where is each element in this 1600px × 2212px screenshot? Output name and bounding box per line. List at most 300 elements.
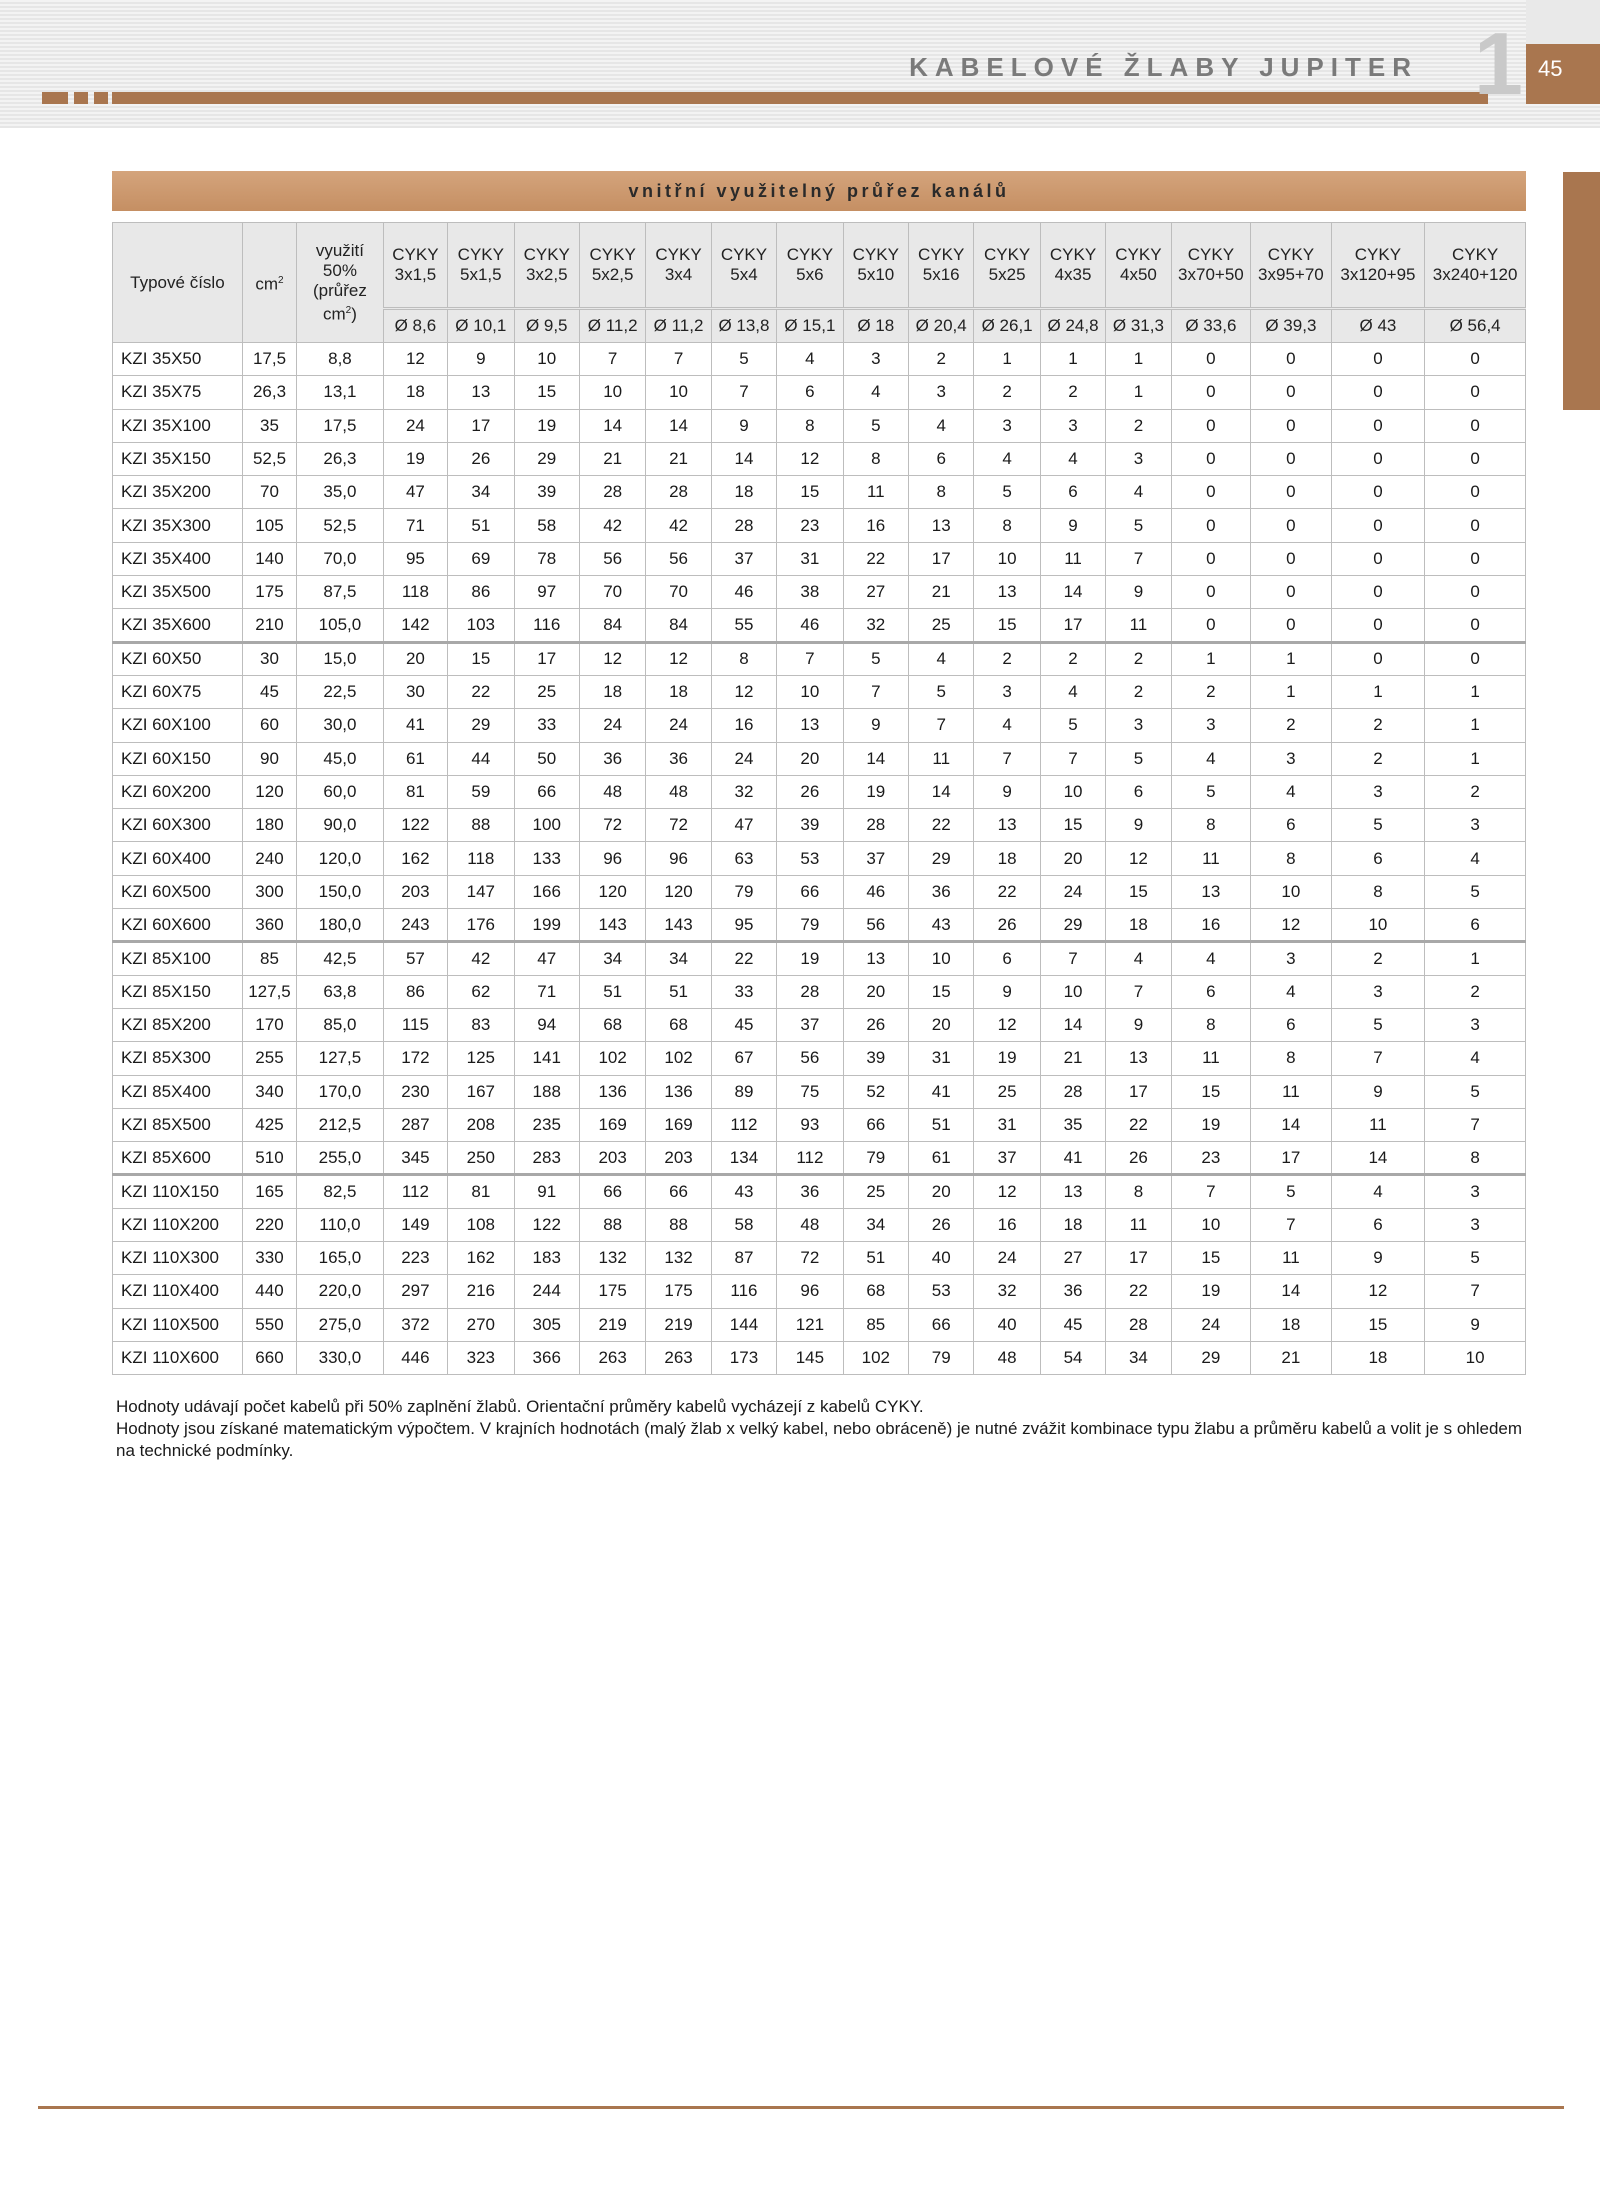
table-cell: 263 (646, 1341, 711, 1374)
header-cable-diameter-0: Ø 8,6 (383, 309, 447, 343)
table-cell: 3 (843, 343, 908, 376)
table-cell: 142 (383, 609, 447, 642)
table-cell: 3 (1425, 809, 1526, 842)
row-type-number: KZI 110X200 (113, 1208, 243, 1241)
table-cell: 66 (646, 1175, 711, 1208)
table-cell: 176 (448, 909, 514, 942)
table-cell: 4 (1251, 975, 1332, 1008)
table-cell: 1 (1331, 675, 1425, 708)
table-cell: 14 (1331, 1142, 1425, 1175)
table-cell: 70 (579, 576, 645, 609)
table-cell: 2 (1331, 742, 1425, 775)
table-cell: 57 (383, 942, 447, 975)
header-cable-3: CYKY 5x2,5 (579, 223, 645, 309)
table-cell: 7 (1425, 1275, 1526, 1308)
table-row (113, 476, 1526, 509)
table-cell: 150,0 (297, 875, 384, 908)
table-cell: 180 (242, 809, 296, 842)
table-cell: 89 (711, 1075, 776, 1108)
row-type-number: KZI 110X500 (113, 1308, 243, 1341)
table-cell: 63,8 (297, 975, 384, 1008)
table-cell: 81 (448, 1175, 514, 1208)
table-cell: 35,0 (297, 476, 384, 509)
table-cell: 115 (383, 1008, 447, 1041)
table-cell: 203 (646, 1142, 711, 1175)
header-cable-diameter-11: Ø 31,3 (1106, 309, 1171, 343)
table-cell: 25 (974, 1075, 1040, 1108)
table-cell: 9 (1106, 1008, 1171, 1041)
table-cell: 6 (1425, 909, 1526, 942)
table-cell: 24 (974, 1242, 1040, 1275)
table-cell: 25 (909, 609, 974, 642)
table-cell: 360 (242, 909, 296, 942)
table-cell: 10 (646, 376, 711, 409)
table-cell: 446 (383, 1341, 447, 1374)
table-row (113, 675, 1526, 708)
table-cell: 0 (1171, 409, 1251, 442)
table-cell: 133 (514, 842, 579, 875)
header-cable-7: CYKY 5x10 (843, 223, 908, 309)
row-type-number: KZI 60X200 (113, 775, 243, 808)
table-cell: 71 (514, 975, 579, 1008)
table-cell: 105 (242, 509, 296, 542)
table-cell: 88 (448, 809, 514, 842)
table-cell: 78 (514, 542, 579, 575)
table-cell: 14 (1040, 1008, 1105, 1041)
footer-line (38, 2106, 1564, 2109)
table-cell: 5 (1425, 1242, 1526, 1275)
table-cell: 31 (777, 542, 843, 575)
table-cell: 70 (242, 476, 296, 509)
table-cell: 8 (711, 642, 776, 675)
table-cell: 51 (843, 1242, 908, 1275)
table-cell: 7 (1251, 1208, 1332, 1241)
table-cell: 8 (1171, 809, 1251, 842)
table-cell: 7 (974, 742, 1040, 775)
table-cell: 47 (711, 809, 776, 842)
table-cell: 37 (974, 1142, 1040, 1175)
table-cell: 219 (579, 1308, 645, 1341)
table-cell: 2 (1171, 675, 1251, 708)
header-cable-8: CYKY 5x16 (909, 223, 974, 309)
table-cell: 17 (1251, 1142, 1332, 1175)
table-row (113, 442, 1526, 475)
table-cell: 36 (777, 1175, 843, 1208)
table-cell: 40 (974, 1308, 1040, 1341)
table-notes (116, 1396, 1526, 1462)
table-cell: 10 (1171, 1208, 1251, 1241)
table-cell: 9 (1331, 1242, 1425, 1275)
table-cell: 8 (909, 476, 974, 509)
table-cell: 9 (1106, 576, 1171, 609)
table-cell: 122 (514, 1208, 579, 1241)
row-type-number: KZI 110X300 (113, 1242, 243, 1275)
table-cell: 5 (1331, 809, 1425, 842)
table-cell: 93 (777, 1108, 843, 1141)
table-cell: 15 (909, 975, 974, 1008)
table-cell: 26,3 (242, 376, 296, 409)
table-cell: 41 (909, 1075, 974, 1108)
table-cell: 203 (579, 1142, 645, 1175)
table-cell: 120 (242, 775, 296, 808)
table-cell: 120 (579, 875, 645, 908)
table-cell: 13 (974, 809, 1040, 842)
table-cell: 6 (777, 376, 843, 409)
table-cell: 7 (1106, 542, 1171, 575)
table-cell: 102 (579, 1042, 645, 1075)
table-cell: 0 (1171, 343, 1251, 376)
table-cell: 41 (1040, 1142, 1105, 1175)
table-cell: 18 (1251, 1308, 1332, 1341)
table-cell: 366 (514, 1341, 579, 1374)
table-cell: 79 (843, 1142, 908, 1175)
table-cell: 36 (1040, 1275, 1105, 1308)
table-cell: 29 (1040, 909, 1105, 942)
table-cell: 22 (1106, 1275, 1171, 1308)
table-cell: 0 (1171, 476, 1251, 509)
table-cell: 95 (711, 909, 776, 942)
table-cell: 6 (1171, 975, 1251, 1008)
table-cell: 40 (909, 1242, 974, 1275)
table-cell: 8 (1251, 842, 1332, 875)
table-cell: 1 (1171, 642, 1251, 675)
row-type-number: KZI 60X300 (113, 809, 243, 842)
table-cell: 9 (974, 775, 1040, 808)
table-cell: 183 (514, 1242, 579, 1275)
table-cell: 15 (1171, 1242, 1251, 1275)
table-cell: 7 (1171, 1175, 1251, 1208)
table-cell: 13 (843, 942, 908, 975)
table-cell: 34 (579, 942, 645, 975)
table-cell: 34 (1106, 1341, 1171, 1374)
table-cell: 4 (1106, 942, 1171, 975)
table-row (113, 376, 1526, 409)
table-cell: 12 (1106, 842, 1171, 875)
table-cell: 120 (646, 875, 711, 908)
table-cell: 20 (383, 642, 447, 675)
table-cell: 27 (1040, 1242, 1105, 1275)
table-cell: 48 (646, 775, 711, 808)
table-row (113, 1175, 1526, 1208)
table-cell: 87,5 (297, 576, 384, 609)
table-cell: 9 (974, 975, 1040, 1008)
table-cell: 88 (579, 1208, 645, 1241)
table-cell: 1 (1425, 709, 1526, 742)
table-cell: 7 (1040, 942, 1105, 975)
table-cell: 1 (1425, 675, 1526, 708)
table-cell: 7 (646, 343, 711, 376)
table-cell: 143 (579, 909, 645, 942)
table-cell: 11 (1331, 1108, 1425, 1141)
table-cell: 0 (1251, 576, 1332, 609)
table-cell: 15 (448, 642, 514, 675)
table-cell: 3 (909, 376, 974, 409)
table-cell: 235 (514, 1108, 579, 1141)
table-cell: 199 (514, 909, 579, 942)
header-cable-diameter-12: Ø 33,6 (1171, 309, 1251, 343)
table-cell: 5 (909, 675, 974, 708)
table-cell: 60,0 (297, 775, 384, 808)
note-line-2: Hodnoty jsou získané matematickým výpočtem. V krajních hodnotách (malý žlab x velký kabel, nebo obráceně) je nutné zvážit kombinace typu žlabu a průměru kabelů a volit je s ohledem na technické podmínky. (116, 1419, 1523, 1460)
table-cell: 1 (1425, 942, 1526, 975)
header-cable-5: CYKY 5x4 (711, 223, 776, 309)
table-cell: 17 (1106, 1075, 1171, 1108)
table-cell: 14 (843, 742, 908, 775)
table-cell: 9 (448, 343, 514, 376)
header-cable-diameter-13: Ø 39,3 (1251, 309, 1332, 343)
table-cell: 0 (1331, 409, 1425, 442)
table-cell: 216 (448, 1275, 514, 1308)
header-accent-bar (112, 92, 1488, 104)
table-cell: 330 (242, 1242, 296, 1275)
row-type-number: KZI 110X600 (113, 1341, 243, 1374)
table-cell: 165,0 (297, 1242, 384, 1275)
row-type-number: KZI 110X400 (113, 1275, 243, 1308)
table-cell: 660 (242, 1341, 296, 1374)
table-cell: 34 (448, 476, 514, 509)
table-cell: 95 (383, 542, 447, 575)
table-cell: 14 (1251, 1275, 1332, 1308)
table-row (113, 909, 1526, 942)
table-cell: 0 (1425, 376, 1526, 409)
table-cell: 45 (242, 675, 296, 708)
table-row (113, 1008, 1526, 1041)
table-cell: 305 (514, 1308, 579, 1341)
table-cell: 203 (383, 875, 447, 908)
table-row (113, 775, 1526, 808)
header-cable-diameter-9: Ø 26,1 (974, 309, 1040, 343)
table-cell: 51 (909, 1108, 974, 1141)
table-cell: 345 (383, 1142, 447, 1175)
table-cell: 36 (579, 742, 645, 775)
row-type-number: KZI 60X150 (113, 742, 243, 775)
table-cell: 48 (777, 1208, 843, 1241)
table-cell: 52 (843, 1075, 908, 1108)
table-cell: 144 (711, 1308, 776, 1341)
table-cell: 270 (448, 1308, 514, 1341)
table-cell: 66 (843, 1108, 908, 1141)
table-cell: 122 (383, 809, 447, 842)
table-cell: 90 (242, 742, 296, 775)
table-cell: 68 (579, 1008, 645, 1041)
table-cell: 372 (383, 1308, 447, 1341)
table-cell: 59 (448, 775, 514, 808)
table-cell: 162 (448, 1242, 514, 1275)
table-cell: 210 (242, 609, 296, 642)
table-cell: 2 (974, 376, 1040, 409)
table-cell: 136 (646, 1075, 711, 1108)
table-cell: 340 (242, 1075, 296, 1108)
table-cell: 7 (1331, 1042, 1425, 1075)
table-cell: 6 (1251, 1008, 1332, 1041)
table-cell: 223 (383, 1242, 447, 1275)
table-cell: 1 (1425, 742, 1526, 775)
table-cell: 26 (909, 1208, 974, 1241)
table-cell: 170,0 (297, 1075, 384, 1108)
row-type-number: KZI 35X100 (113, 409, 243, 442)
table-cell: 22 (974, 875, 1040, 908)
table-cell: 43 (909, 909, 974, 942)
table-cell: 10 (777, 675, 843, 708)
table-cell: 100 (514, 809, 579, 842)
row-type-number: KZI 60X600 (113, 909, 243, 942)
table-cell: 2 (974, 642, 1040, 675)
table-cell: 11 (1251, 1075, 1332, 1108)
table-cell: 120,0 (297, 842, 384, 875)
table-cell: 127,5 (297, 1042, 384, 1075)
table-cell: 3 (1106, 442, 1171, 475)
table-cell: 84 (646, 609, 711, 642)
table-cell: 6 (1040, 476, 1105, 509)
table-cell: 15,0 (297, 642, 384, 675)
table-cell: 62 (448, 975, 514, 1008)
table-cell: 79 (909, 1341, 974, 1374)
table-cell: 18 (579, 675, 645, 708)
table-cell: 85 (843, 1308, 908, 1341)
table-cell: 24 (646, 709, 711, 742)
table-cell: 8 (843, 442, 908, 475)
row-type-number: KZI 60X50 (113, 642, 243, 675)
table-cell: 31 (909, 1042, 974, 1075)
table-cell: 28 (646, 476, 711, 509)
table-cell: 16 (711, 709, 776, 742)
table-cell: 250 (448, 1142, 514, 1175)
table-cell: 0 (1425, 509, 1526, 542)
table-cell: 4 (909, 642, 974, 675)
table-cell: 5 (1106, 742, 1171, 775)
table-cell: 0 (1171, 509, 1251, 542)
header-type-number: Typové číslo (113, 223, 243, 343)
table-cell: 19 (383, 442, 447, 475)
table-cell: 56 (646, 542, 711, 575)
table-cell: 28 (1040, 1075, 1105, 1108)
table-cell: 4 (777, 343, 843, 376)
table-cell: 15 (974, 609, 1040, 642)
table-cell: 2 (1040, 642, 1105, 675)
table-cell: 14 (1251, 1108, 1332, 1141)
table-cell: 21 (1040, 1042, 1105, 1075)
table-cell: 10 (1425, 1341, 1526, 1374)
table-cell: 136 (579, 1075, 645, 1108)
table-cell: 22 (843, 542, 908, 575)
table-cell: 26 (974, 909, 1040, 942)
header-cable-9: CYKY 5x25 (974, 223, 1040, 309)
table-cell: 112 (711, 1108, 776, 1141)
table-cell: 255,0 (297, 1142, 384, 1175)
table-cell: 220 (242, 1208, 296, 1241)
table-cell: 0 (1425, 576, 1526, 609)
table-cell: 17,5 (297, 409, 384, 442)
table-cell: 13 (1040, 1175, 1105, 1208)
table-cell: 2 (1425, 975, 1526, 1008)
table-cell: 12 (1251, 909, 1332, 942)
table-cell: 8 (974, 509, 1040, 542)
table-cell: 145 (777, 1341, 843, 1374)
table-cell: 188 (514, 1075, 579, 1108)
table-cell: 9 (711, 409, 776, 442)
table-cell: 147 (448, 875, 514, 908)
table-cell: 4 (1425, 1042, 1526, 1075)
table-row (113, 975, 1526, 1008)
table-cell: 26 (777, 775, 843, 808)
table-cell: 0 (1425, 343, 1526, 376)
table-cell: 425 (242, 1108, 296, 1141)
row-type-number: KZI 85X600 (113, 1142, 243, 1175)
table-row (113, 409, 1526, 442)
table-cell: 3 (1331, 975, 1425, 1008)
table-cell: 85,0 (297, 1008, 384, 1041)
table-cell: 19 (777, 942, 843, 975)
table-cell: 81 (383, 775, 447, 808)
table-cell: 72 (579, 809, 645, 842)
header-cable-diameter-5: Ø 13,8 (711, 309, 776, 343)
table-cell: 11 (909, 742, 974, 775)
table-cell: 66 (777, 875, 843, 908)
table-cell: 18 (1331, 1341, 1425, 1374)
chapter-side-tab (1563, 172, 1600, 410)
table-cell: 4 (1106, 476, 1171, 509)
table-cell: 167 (448, 1075, 514, 1108)
table-cell: 0 (1251, 409, 1332, 442)
row-type-number: KZI 85X500 (113, 1108, 243, 1141)
table-cell: 12 (777, 442, 843, 475)
table-cell: 96 (579, 842, 645, 875)
table-cell: 9 (1040, 509, 1105, 542)
table-row (113, 1341, 1526, 1374)
table-cell: 4 (1040, 675, 1105, 708)
table-cell: 134 (711, 1142, 776, 1175)
table-row (113, 1075, 1526, 1108)
table-cell: 4 (843, 376, 908, 409)
table-cell: 0 (1171, 576, 1251, 609)
row-type-number: KZI 110X150 (113, 1175, 243, 1208)
table-cell: 15 (1106, 875, 1171, 908)
table-cell: 3 (1425, 1208, 1526, 1241)
table-cell: 5 (1331, 1008, 1425, 1041)
table-cell: 8 (1331, 875, 1425, 908)
table-cell: 7 (1106, 975, 1171, 1008)
table-cell: 275,0 (297, 1308, 384, 1341)
table-cell: 0 (1331, 376, 1425, 409)
table-cell: 0 (1251, 476, 1332, 509)
table-cell: 14 (1040, 576, 1105, 609)
table-cell: 4 (1171, 742, 1251, 775)
table-cell: 2 (1106, 675, 1171, 708)
table-cell: 43 (711, 1175, 776, 1208)
table-cell: 143 (646, 909, 711, 942)
table-cell: 0 (1171, 376, 1251, 409)
table-cell: 37 (777, 1008, 843, 1041)
table-cell: 26 (843, 1008, 908, 1041)
table-cell: 66 (514, 775, 579, 808)
table-cell: 61 (909, 1142, 974, 1175)
table-cell: 175 (579, 1275, 645, 1308)
table-cell: 42 (448, 942, 514, 975)
table-cell: 2 (1425, 775, 1526, 808)
table-cell: 116 (711, 1275, 776, 1308)
table-cell: 283 (514, 1142, 579, 1175)
table-cell: 8 (1106, 1175, 1171, 1208)
table-cell: 30 (242, 642, 296, 675)
table-cell: 17,5 (242, 343, 296, 376)
table-cell: 26 (448, 442, 514, 475)
table-cell: 17 (448, 409, 514, 442)
table-cell: 32 (711, 775, 776, 808)
table-row (113, 642, 1526, 675)
table-cell: 15 (1171, 1075, 1251, 1108)
table-cell: 0 (1251, 343, 1332, 376)
table-cell: 30,0 (297, 709, 384, 742)
